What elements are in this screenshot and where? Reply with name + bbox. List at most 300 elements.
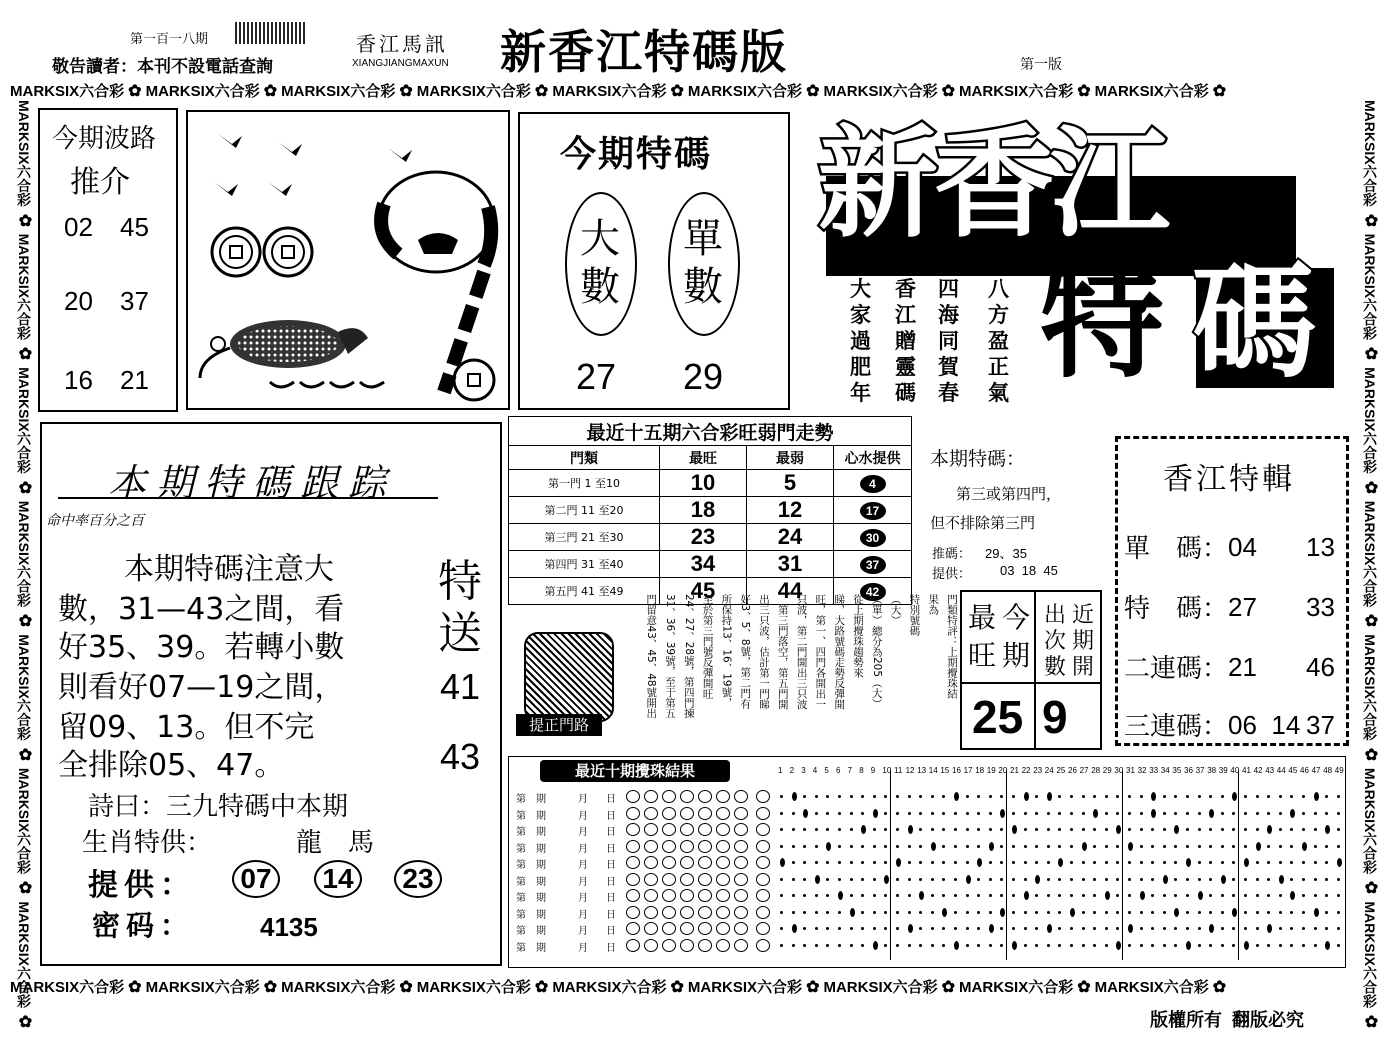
draw-row-month: 月: [578, 909, 588, 921]
draw-dot: [1140, 795, 1143, 798]
draw-dot: [1024, 828, 1027, 831]
draw-hit-mark: [873, 809, 878, 818]
draw-col-number: 2: [789, 766, 795, 775]
trend-door: 第三門 21 至30: [509, 524, 660, 551]
draw-dot: [1221, 795, 1224, 798]
draw-dot: [1163, 894, 1166, 897]
draw-dot: [1070, 944, 1073, 947]
draw-dot: [780, 911, 783, 914]
draw-col-number: 27: [1079, 766, 1089, 775]
draw-dot: [1267, 878, 1270, 881]
trend-door: 第一門 1 至10: [509, 470, 660, 497]
flower-icon: ✿: [128, 83, 142, 100]
draw-dot: [966, 828, 969, 831]
draw-dot: [850, 894, 853, 897]
draw-col-number: 40: [1230, 766, 1240, 775]
draw-col-number: 12: [905, 766, 915, 775]
draw-hit-mark: [908, 924, 913, 933]
marksix-strip-unit: MARKSIX六合彩: [145, 83, 260, 100]
draw-dot: [989, 861, 992, 864]
draw-dot: [792, 828, 795, 831]
draw-dot: [1302, 812, 1305, 815]
draw-col-number: 46: [1300, 766, 1309, 775]
draw-dot: [780, 944, 783, 947]
draw-dot: [873, 828, 876, 831]
draw-dot: [1325, 911, 1328, 914]
draw-dot: [1012, 911, 1015, 914]
draw-dot: [792, 894, 795, 897]
draw-dot: [1198, 845, 1201, 848]
draw-row-label: 第 期: [516, 876, 546, 888]
draw-dot: [1244, 828, 1247, 831]
tracking-side-title1: 特: [438, 556, 482, 607]
draw-dot: [1093, 911, 1096, 914]
draw-dot: [989, 795, 992, 798]
draw-row-month: 月: [578, 810, 588, 822]
draw-ball-slot: [716, 922, 730, 935]
recent-label-8: 近: [1072, 602, 1095, 627]
draw-dot: [1314, 927, 1317, 930]
draw-ball-slot: [626, 873, 640, 886]
draw-dot: [1070, 828, 1073, 831]
draw-dot: [1024, 812, 1027, 815]
draw-dot: [919, 845, 922, 848]
draw-dot: [1163, 828, 1166, 831]
draw-dot: [966, 927, 969, 930]
draw-hit-mark: [954, 792, 959, 801]
trend-hot: 34: [660, 551, 747, 578]
draw-dot: [1244, 845, 1247, 848]
draw-hit-mark: [1070, 908, 1075, 917]
tracking-body-line: 全排除05、47。: [58, 748, 285, 783]
flower-icon: ✿: [1362, 611, 1379, 631]
draw-dot: [954, 878, 957, 881]
trend-hot: 10: [660, 470, 747, 497]
draw-dot: [1140, 878, 1143, 881]
draw-col-number: 7: [847, 766, 853, 775]
draw-ball-slot: [680, 922, 694, 935]
draw-hit-mark: [1024, 792, 1029, 801]
marksix-bottom-strip: [10, 976, 1380, 1000]
draw-col-number: 25: [1056, 766, 1066, 775]
draw-dot: [1267, 944, 1270, 947]
draw-hit-mark: [1221, 875, 1226, 884]
draw-dot: [1256, 944, 1259, 947]
trend-tip-ball: 30: [860, 529, 886, 547]
tracking-handwrite: 命中率百分之百: [46, 513, 144, 529]
trend-door: 第二門 11 至20: [509, 497, 660, 524]
draw-hit-mark: [1314, 908, 1319, 917]
draw-dot: [815, 911, 818, 914]
door-rule-image: [524, 632, 614, 722]
draw-dot: [1221, 911, 1224, 914]
draw-col-number: 28: [1091, 766, 1101, 775]
draw-dot: [803, 878, 806, 881]
tracking-body-line: 數，31—43之間，看: [58, 592, 345, 627]
flower-icon: ✿: [1362, 344, 1379, 364]
draw-dot: [1256, 911, 1259, 914]
draw-row-label: 第 期: [516, 843, 546, 855]
draw-dot: [1012, 894, 1015, 897]
draw-dot: [1070, 927, 1073, 930]
trend-cold: 5: [747, 470, 834, 497]
draw-dot: [1151, 845, 1154, 848]
draw-dot: [1244, 927, 1247, 930]
draw-ball-slot: [716, 840, 730, 853]
flower-icon: ✿: [1077, 979, 1091, 996]
draw-dot: [1012, 795, 1015, 798]
draw-col-number: 4: [812, 766, 818, 775]
draw-dot: [1128, 812, 1131, 815]
draw-ball-slot: [716, 807, 730, 820]
benqi-title: 本期特碼：: [930, 449, 1026, 470]
draw-special-slot: [756, 840, 770, 853]
recent-label-10: 開: [1072, 654, 1095, 679]
draw-dot: [1337, 878, 1340, 881]
draw-dot: [838, 911, 841, 914]
draw-col-number: 9: [870, 766, 876, 775]
draw-dot: [1047, 944, 1050, 947]
marksix-strip-unit: MARKSIX六合彩: [1362, 901, 1378, 1008]
draw-dot: [1151, 944, 1154, 947]
draw-dot: [815, 927, 818, 930]
draw-dot: [1035, 845, 1038, 848]
draw-ball-slot: [716, 873, 730, 886]
marksix-strip-unit: MARKSIX六合彩: [16, 500, 32, 608]
door-rule-column: 門類特評：上期攪珠結: [946, 594, 958, 699]
draw-dot: [919, 911, 922, 914]
draw-dot: [1256, 812, 1259, 815]
draw-ball-slot: [734, 823, 748, 836]
draw-dot: [873, 845, 876, 848]
draw-hit-mark: [1105, 891, 1110, 900]
draw-hit-mark: [1128, 842, 1133, 851]
draw-dot: [850, 861, 853, 864]
benqi-line1: 第三或第四門，: [956, 486, 1062, 503]
draw-ball-slot: [662, 856, 676, 869]
draw-dot: [954, 812, 957, 815]
draw-row-month: 月: [578, 942, 588, 954]
tigong-number: 14: [314, 860, 362, 898]
trend-tip-ball: 42: [860, 583, 886, 601]
draw-dot: [1279, 861, 1282, 864]
draw-dot: [954, 861, 957, 864]
benqi-line2: 但不排除第三門: [930, 515, 1036, 532]
draw-dot: [966, 795, 969, 798]
draw-dot: [815, 795, 818, 798]
poem-column: 八 方 盈 正 氣: [988, 277, 1009, 405]
flower-icon: ✿: [941, 83, 956, 100]
draw-dot: [1279, 927, 1282, 930]
draw-dot: [1302, 927, 1305, 930]
draw-hit-mark: [1035, 875, 1040, 884]
draw-dot: [815, 894, 818, 897]
draw-dot: [873, 911, 876, 914]
recent-label-5: 出: [1044, 602, 1067, 627]
draw-dot: [861, 845, 864, 848]
door-rule-column: （大）: [889, 594, 902, 626]
trend-tip: [834, 551, 912, 578]
flower-icon: ✿: [16, 744, 33, 764]
draw-dot: [1221, 894, 1224, 897]
draw-dot: [919, 944, 922, 947]
draw-col-number: 26: [1068, 766, 1077, 775]
wave-number: 45: [120, 212, 149, 242]
draw-col-number: 38: [1207, 766, 1217, 775]
draw-ball-slot: [680, 856, 694, 869]
tracking-side-title2: 送: [438, 608, 482, 659]
draw-ball-slot: [716, 823, 730, 836]
draw-row-month: 月: [578, 893, 588, 904]
draw-hit-mark: [989, 842, 994, 851]
draw-dot: [1035, 911, 1038, 914]
draw-dot: [954, 927, 957, 930]
draw-row-day: 日: [606, 876, 616, 888]
draw-ball-slot: [662, 840, 676, 853]
special-label: 三連碼：: [1124, 712, 1229, 742]
draw-row-label: 第 期: [516, 909, 546, 921]
draw-dot: [1186, 795, 1189, 798]
draw-dot: [966, 861, 969, 864]
draw-row-label: 第 期: [516, 810, 546, 822]
draw-ball-slot: [734, 939, 748, 952]
draw-dot: [1186, 812, 1189, 815]
draw-ball-slot: [626, 889, 640, 902]
draw-row-month: 月: [578, 876, 588, 888]
special-value-a: 21: [1228, 652, 1257, 682]
draw-ball-slot: [680, 906, 694, 919]
draw-dot: [1337, 845, 1340, 848]
draw-dot: [838, 845, 841, 848]
draw-dot: [850, 944, 853, 947]
draw-dot: [1105, 812, 1108, 815]
draw-dot: [1163, 927, 1166, 930]
draw-dot: [1082, 795, 1085, 798]
recent-label-7: 數: [1044, 654, 1067, 679]
draw-dot: [1279, 795, 1282, 798]
draw-dot: [908, 795, 911, 798]
draw-hit-mark: [1244, 941, 1249, 950]
draw-col-number: 45: [1288, 766, 1298, 775]
draw-dot: [1337, 927, 1340, 930]
draw-dot: [803, 911, 806, 914]
draw-row-label: 第 期: [516, 794, 546, 805]
draw-dot: [896, 812, 899, 815]
flower-icon: ✿: [16, 344, 33, 364]
draw-dot: [1140, 927, 1143, 930]
draw-dot: [1082, 878, 1085, 881]
draw-hit-mark: [792, 792, 797, 801]
draw-hit-mark: [1128, 924, 1133, 933]
draw-hit-mark: [1012, 825, 1017, 834]
benqi-tg-val: 03 18 45: [1000, 563, 1058, 578]
draw-dot: [1198, 878, 1201, 881]
draw-dot: [1302, 861, 1305, 864]
draw-dot: [896, 944, 899, 947]
draw-dot: [908, 911, 911, 914]
draw-dot: [1198, 795, 1201, 798]
draw-hit-mark: [815, 875, 820, 884]
draw-hit-mark: [989, 924, 994, 933]
draw-special-slot: [756, 889, 770, 902]
draw-dot: [1198, 927, 1201, 930]
header-scribble: [235, 22, 305, 44]
special-label: 單 碼：: [1124, 534, 1229, 564]
draw-dot: [873, 878, 876, 881]
draw-ball-slot: [644, 939, 658, 952]
illustration-box: [186, 110, 510, 410]
draw-hit-mark: [1012, 941, 1017, 950]
draw-ball-slot: [680, 790, 694, 803]
draw-dot: [1314, 861, 1317, 864]
draw-col-number: 30: [1114, 766, 1124, 775]
trend-row: [509, 497, 912, 524]
trend-row: [509, 524, 912, 551]
tigong-number: 07: [232, 860, 280, 898]
trend-row: [509, 470, 912, 497]
flower-icon: ✿: [534, 979, 549, 996]
draw-ball-slot: [698, 873, 712, 886]
flower-icon: ✿: [399, 979, 413, 996]
draw-row-day: 日: [606, 810, 616, 822]
draw-dot: [850, 828, 853, 831]
draw-col-number: 39: [1218, 766, 1228, 775]
trend-hot: 45: [660, 578, 747, 605]
draw-ball-slot: [734, 889, 748, 902]
draw-dot: [838, 812, 841, 815]
draw-dot: [1186, 845, 1189, 848]
draw-dot: [1314, 878, 1317, 881]
draw-dot: [1221, 812, 1224, 815]
special-value-a: 06 14: [1228, 710, 1301, 740]
draw-dot: [966, 812, 969, 815]
draw-col-number: 47: [1311, 766, 1321, 775]
marksix-strip-unit: MARKSIX六合彩: [1362, 100, 1378, 207]
draw-hit-mark: [954, 941, 959, 950]
door-rule-column: 所保持13、16、19號，: [720, 594, 733, 708]
draw-dot: [780, 845, 783, 848]
draw-dot: [977, 845, 980, 848]
draw-col-number: 18: [975, 766, 985, 775]
draw-dot: [954, 845, 957, 848]
issue-label: 第一百一八期: [130, 31, 209, 46]
draw-dot: [850, 845, 853, 848]
draw-dot: [815, 812, 818, 815]
draw-ball-slot: [698, 807, 712, 820]
door-rule-column: ，第三門落空，第五門開: [776, 594, 789, 710]
draw-col-number: 5: [824, 766, 829, 775]
draw-dot: [1163, 795, 1166, 798]
special-value-b: 37: [1306, 710, 1335, 740]
flower-icon: ✿: [670, 979, 684, 996]
tracking-mima-label: 密码：: [92, 910, 195, 941]
draw-hit-mark: [1337, 858, 1342, 867]
draw-dot: [838, 795, 841, 798]
marksix-strip-unit: MARKSIX六合彩: [16, 767, 32, 875]
draw-dot: [1070, 812, 1073, 815]
marksix-strip-unit: MARKSIX六合彩: [552, 979, 667, 996]
draw-hit-mark: [1244, 858, 1249, 867]
tracking-zodiac: 龍 馬: [296, 827, 375, 857]
draw-dot: [908, 878, 911, 881]
draw-dot: [1105, 878, 1108, 881]
draw-dot: [1209, 944, 1212, 947]
door-rule-column: 好3、5、8號，第二門有: [739, 594, 752, 709]
marksix-strip-unit: MARKSIX六合彩: [1362, 500, 1378, 608]
draw-dot: [989, 812, 992, 815]
draw-col-number: 19: [986, 766, 996, 775]
jinqi-num-right: 29: [683, 356, 724, 397]
draw-dot: [815, 861, 818, 864]
draw-dot: [931, 878, 934, 881]
draw-col-number: 3: [801, 766, 806, 775]
draw-dot: [1070, 845, 1073, 848]
draw-ball-slot: [644, 856, 658, 869]
marksix-strip-unit: MARKSIX六合彩: [959, 979, 1074, 996]
draw-dot: [908, 845, 911, 848]
door-rule-column: 特別號碼: [908, 594, 921, 636]
draw-dot: [954, 828, 957, 831]
draw-ball-slot: [644, 906, 658, 919]
draw-col-number: 35: [1172, 766, 1182, 775]
draw-row-day: 日: [606, 893, 616, 904]
draw-ball-slot: [734, 840, 748, 853]
draw-col-number: 22: [1021, 766, 1031, 775]
marksix-strip-unit: MARKSIX六合彩: [281, 979, 396, 996]
draw-ball-slot: [626, 807, 640, 820]
footer-copyright: 版權所有 翻版必究: [1150, 1010, 1305, 1030]
draw-col-separator: [1238, 770, 1239, 960]
draw-dot: [792, 845, 795, 848]
marksix-strip-unit: MARKSIX六合彩: [10, 83, 125, 100]
marksix-strip-unit: MARKSIX六合彩: [145, 979, 260, 996]
draw-special-slot: [756, 807, 770, 820]
door-rule-column: 至於第三門號反彈開旺: [701, 594, 714, 699]
draw-row-month: 月: [578, 794, 588, 805]
draw-hit-mark: [780, 858, 785, 867]
draw-dot: [896, 894, 899, 897]
marksix-strip-unit: MARKSIX六合彩: [1362, 367, 1378, 474]
draw-ball-slot: [734, 906, 748, 919]
draw-ball-slot: [734, 856, 748, 869]
draw-col-number: 20: [998, 766, 1008, 775]
draw-dot: [1047, 911, 1050, 914]
bigtitle-te: 特: [1040, 251, 1165, 395]
draw-ball-slot: [698, 823, 712, 836]
draw-hit-mark: [1082, 842, 1087, 851]
draw-dot: [1279, 845, 1282, 848]
tigong-number: 23: [394, 860, 442, 898]
draw-ball-slot: [626, 856, 640, 869]
draw-dot: [1302, 911, 1305, 914]
draw-col-number: 43: [1265, 766, 1275, 775]
draw-row-day: 日: [606, 942, 616, 954]
draw-ball-slot: [716, 889, 730, 902]
poem-column: 四 海 同 賀 春: [938, 277, 959, 405]
draw-dot: [919, 812, 922, 815]
draw-ball-slot: [680, 873, 694, 886]
draw-dot: [792, 812, 795, 815]
draw-ball-slot: [644, 840, 658, 853]
draw-dot: [861, 911, 864, 914]
draw-hit-mark: [1047, 792, 1052, 801]
flower-icon: ✿: [1212, 83, 1227, 100]
draw-dot: [1012, 878, 1015, 881]
draw-dot: [1128, 795, 1131, 798]
draw-dot: [850, 795, 853, 798]
draw-col-number: 17: [963, 766, 973, 775]
trend-cold: 44: [747, 578, 834, 605]
